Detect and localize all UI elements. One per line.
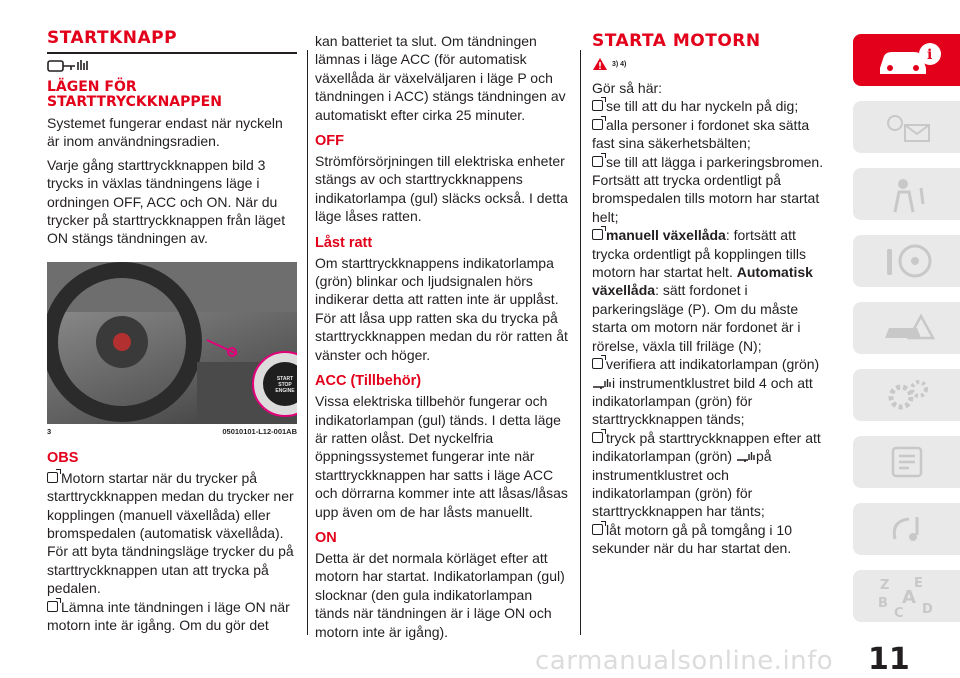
figure-caption [47, 427, 297, 436]
dashboard-photo [47, 262, 297, 424]
start-button-label: START STOP ENGINE [275, 375, 295, 394]
off-heading: OFF [315, 133, 344, 150]
paragraph: Systemet fungerar endast när nyckeln är inom användningsradien. [47, 115, 283, 150]
paragraph: Detta är det normala körläget efter att motorn har startat. Indikatorlampan (gul) slocknar (den gula indikatorlampan tänds när tändningen är i läge ON och motorn inte är igång). [315, 549, 565, 640]
key-indicator-icon [592, 378, 612, 390]
bullet-icon [592, 119, 603, 130]
section-title: STARTA MOTORN [592, 31, 761, 51]
bullet-icon [592, 156, 603, 167]
tab-multimedia[interactable] [853, 503, 960, 555]
bullet-icon [592, 100, 603, 111]
warning-reference [592, 57, 824, 71]
column-3 [592, 28, 824, 558]
steering-wheel-photo-illustration [47, 262, 297, 424]
bullet-text: Fortsätt att trycka ordentligt på bromspedalen tills motorn har startat helt; [592, 172, 820, 225]
bullet-icon [592, 358, 603, 369]
bullet-item: tryck på starttryckknappen efter att indikatorlampan (grön) på instrumentklustret och indikatorlampan (grön) för starttryckknappen har tänts; [592, 429, 821, 520]
car-info-icon [872, 40, 942, 80]
bullet-icon [592, 229, 603, 240]
warning-ref-numbers: 3) 4) [612, 60, 627, 68]
bullet-item: se till att du har nyckeln på dig; [592, 97, 824, 115]
on-heading: ON [315, 529, 337, 546]
warning-lights-icon [877, 107, 937, 147]
tab-index[interactable] [853, 570, 960, 622]
chapter-tabs [853, 34, 960, 637]
emergency-car-icon [877, 308, 937, 348]
bullet-item: verifiera att indikatorlampan (grön) i instrumentklustret bild 4 och att indikatorlampan (grön) för starttryckknappen tänds; [592, 356, 820, 428]
paragraph: Strömförsörjningen till elektriska enheter stängs av och starttryckknappens indikatorlampa (gul) släcks också. I detta läge låses ratten. [315, 153, 568, 225]
svg-text:Z: Z [879, 578, 889, 593]
tab-service[interactable] [853, 369, 960, 421]
svg-text:E: E [913, 576, 923, 591]
bullet-icon [592, 432, 603, 443]
warning-triangle-icon [592, 57, 608, 71]
bullet-item: manuell växellåda: fortsätt att trycka ordentligt på kopplingen tills motorn har startat helt. Automatisk växellåda: sätt fordonet i parkeringsläge (P). Om du måste starta om motorn när fordonet är i rörelse, växla till friläge (N); [592, 227, 813, 354]
acc-heading: ACC (Tillbehör) [315, 373, 422, 390]
svg-text:i: i [926, 47, 932, 63]
watermark: carmanualsonline.info [535, 646, 834, 676]
bullet-icon [592, 524, 603, 535]
svg-text:C: C [893, 606, 904, 619]
paragraph: Varje gång starttryckknappen bild 3 trycks in växlas tändningens läge i ordningen OFF, ACC och ON. När du trycker på starttryckknappen från läget ON stängs tändningen av. [47, 156, 286, 247]
bullet-item: se till att lägga i parkeringsbromen. [592, 153, 824, 171]
bullet-icon [47, 472, 58, 483]
svg-text:D: D [921, 602, 933, 617]
column-1 [47, 28, 297, 635]
tab-safety[interactable] [853, 168, 960, 220]
key-indicator-icon [736, 451, 756, 463]
safety-icon [877, 174, 937, 214]
paragraph: kan batteriet ta slut. Om tändningen lämnas i läge ACC (för automatisk växellåda är växelväljaren i läge P och tändningen i ACC) stängs tändningen av automatiskt efter cirka 25 minuter. [315, 33, 566, 123]
tab-warning-lights[interactable] [853, 101, 960, 153]
tech-data-icon [877, 442, 937, 482]
figure-code: 05010101-L12-001AB [222, 426, 297, 436]
column-divider [580, 50, 581, 635]
column-2 [315, 32, 570, 646]
section-title: STARTKNAPP [47, 28, 178, 48]
bullet-item: alla personer i fordonet ska sätta fast sina säkerhetsbälten; [592, 116, 810, 152]
svg-text:B: B [877, 596, 888, 611]
paragraph: Om starttryckknappens indikatorlampa (grön) blinkar och ljudsignalen hörs indikerar detta att ratten inte är upplåst. För att låsa upp ratten ska du trycka på starttryckknappen medan du rör ratten åt vänster och höger. [315, 254, 568, 363]
paragraph: Vissa elektriska tillbehör fungerar och indikatorlampan (gul) tänds. I detta läge är ratten olåst. Det nyckelfria öppningssystemet fungerar inte när starttryckknappen har satts i läge ACC och dörrarna kommer inte att låsas/låsas upp även om de har låsts manuellt. [315, 393, 568, 520]
tab-driving[interactable] [853, 235, 960, 287]
title-divider [47, 52, 297, 54]
column-divider [307, 50, 308, 635]
multimedia-icon [877, 509, 937, 549]
bullet-item: låt motorn gå på tomgång i 10 sekunder när du har startat den. [592, 521, 793, 557]
page-number: 11 [868, 642, 910, 677]
key-icon [47, 58, 89, 74]
svg-text:A: A [901, 587, 916, 608]
tab-car-info[interactable] [853, 34, 960, 86]
bullet-icon [47, 601, 58, 612]
locked-wheel-heading: Låst ratt [315, 234, 373, 251]
index-letters-icon [872, 573, 942, 619]
bullet-item: Lämna inte tändningen i läge ON när motorn inte är igång. Om du gör det [47, 598, 290, 634]
gears-icon [877, 375, 937, 415]
bullet-item: Motorn startar när du trycker på starttryckknappen medan du trycker ner kopplingen (manuell växellåda) eller bromspedalen (automatisk växellåda). För att byta tändningsläge trycker du på starttryckknappen utan att trycka på pedalen. [47, 469, 294, 597]
figure-number: 3 [47, 426, 52, 436]
tab-tech-data[interactable] [853, 436, 960, 488]
subsection-title: LÄGEN FÖR STARTTRYCKKNAPPEN [47, 79, 222, 110]
paragraph: Gör så här: [592, 80, 663, 96]
obs-heading: OBS [47, 449, 79, 466]
tab-emergency[interactable] [853, 302, 960, 354]
steering-wheel-icon [877, 241, 937, 281]
